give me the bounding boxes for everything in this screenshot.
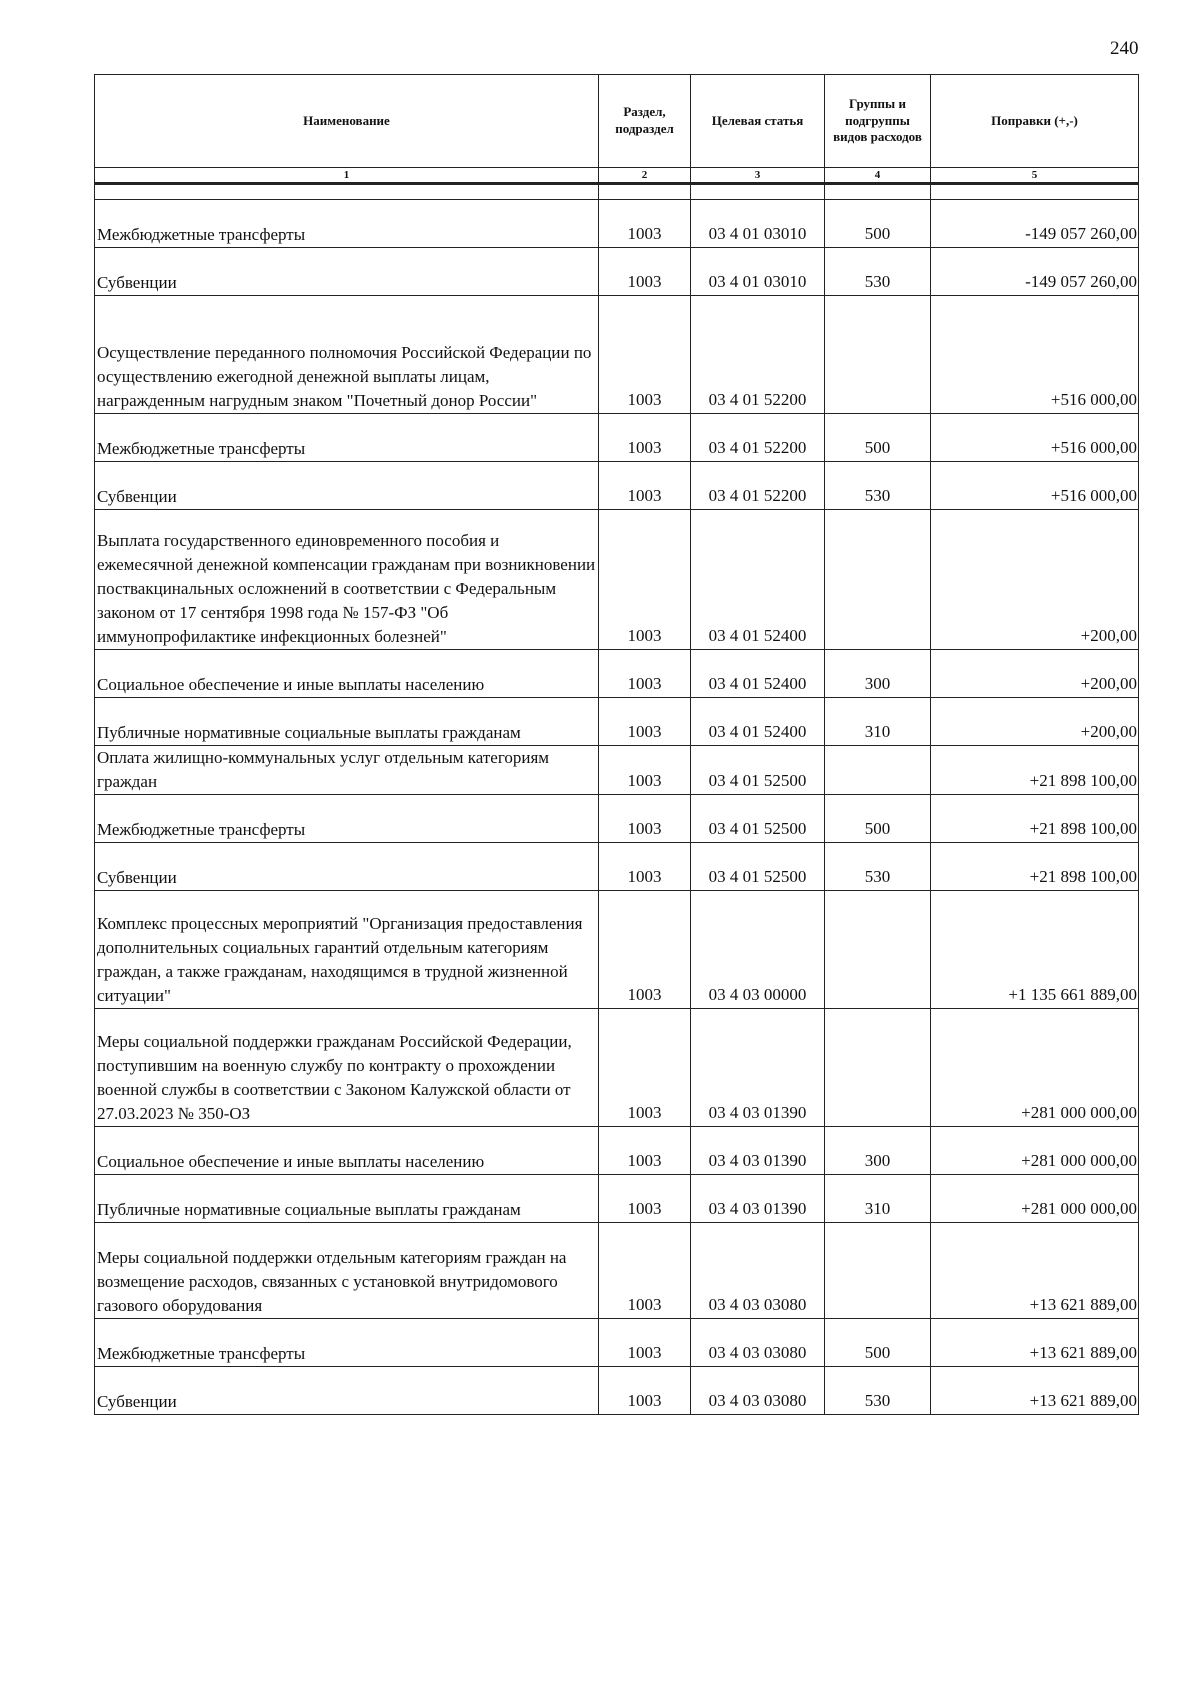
- row-name-cell: Субвенции: [95, 248, 599, 296]
- row-section-cell: 1003: [599, 1319, 691, 1367]
- row-section-cell: 1003: [599, 1367, 691, 1415]
- row-name-cell: Субвенции: [95, 462, 599, 510]
- row-section-cell: 1003: [599, 296, 691, 414]
- row-name-cell: Оплата жилищно-коммунальных услуг отдельным категориям граждан: [95, 746, 599, 795]
- table-row: [95, 1009, 1139, 1127]
- table-row: [95, 698, 1139, 746]
- row-target-cell: 03 4 01 52400: [691, 510, 825, 650]
- row-target-cell: 03 4 03 01390: [691, 1127, 825, 1175]
- row-section-cell: 1003: [599, 1175, 691, 1223]
- page-number: 240: [1110, 38, 1139, 59]
- row-group-cell: [825, 296, 931, 414]
- row-target-cell: 03 4 03 03080: [691, 1319, 825, 1367]
- row-name-cell: Публичные нормативные социальные выплаты гражданам: [95, 1175, 599, 1223]
- row-group-cell: 530: [825, 843, 931, 891]
- row-group-cell: 310: [825, 698, 931, 746]
- table-row: [95, 1367, 1139, 1415]
- row-section-cell: 1003: [599, 891, 691, 1009]
- row-amount-cell: +13 621 889,00: [931, 1367, 1139, 1415]
- row-group-cell: 300: [825, 650, 931, 698]
- row-amount-cell: +516 000,00: [931, 414, 1139, 462]
- row-target-cell: 03 4 01 03010: [691, 248, 825, 296]
- table-row: [95, 510, 1139, 650]
- row-target-cell: 03 4 01 52400: [691, 650, 825, 698]
- row-name-cell: Межбюджетные трансферты: [95, 1319, 599, 1367]
- table-row: [95, 891, 1139, 1009]
- table-row: [95, 414, 1139, 462]
- row-amount-cell: +516 000,00: [931, 296, 1139, 414]
- row-section-cell: 1003: [599, 1127, 691, 1175]
- row-name-cell: Субвенции: [95, 1367, 599, 1415]
- header-section: Раздел, подраздел: [599, 75, 691, 168]
- table-row: [95, 200, 1139, 248]
- row-amount-cell: -149 057 260,00: [931, 248, 1139, 296]
- row-amount-cell: +13 621 889,00: [931, 1319, 1139, 1367]
- row-section-cell: 1003: [599, 414, 691, 462]
- row-section-cell: 1003: [599, 746, 691, 795]
- row-amount-cell: +200,00: [931, 510, 1139, 650]
- table-row: [95, 1175, 1139, 1223]
- row-group-cell: [825, 1223, 931, 1319]
- column-number: 2: [599, 168, 691, 184]
- row-target-cell: 03 4 01 52400: [691, 698, 825, 746]
- row-amount-cell: +21 898 100,00: [931, 843, 1139, 891]
- header-amendments: Поправки (+,-): [931, 75, 1139, 168]
- row-target-cell: 03 4 03 01390: [691, 1009, 825, 1127]
- row-target-cell: 03 4 01 52200: [691, 296, 825, 414]
- row-target-cell: 03 4 03 03080: [691, 1367, 825, 1415]
- column-number: 1: [95, 168, 599, 184]
- row-name-cell: Межбюджетные трансферты: [95, 414, 599, 462]
- row-group-cell: [825, 746, 931, 795]
- row-name-cell: Меры социальной поддержки отдельным категориям граждан на возмещение расходов, связанных с установкой внутридомового газового оборудования: [95, 1223, 599, 1319]
- row-target-cell: 03 4 03 00000: [691, 891, 825, 1009]
- row-name-cell: Субвенции: [95, 843, 599, 891]
- table-header-row: [95, 75, 1139, 168]
- row-amount-cell: +200,00: [931, 650, 1139, 698]
- table-body: [95, 184, 1139, 1415]
- row-section-cell: 1003: [599, 795, 691, 843]
- row-section-cell: 1003: [599, 650, 691, 698]
- column-number: 3: [691, 168, 825, 184]
- row-amount-cell: +13 621 889,00: [931, 1223, 1139, 1319]
- row-name-cell: Меры социальной поддержки гражданам Российской Федерации, поступившим на военную службу по контракту о прохождении военной службы в соответствии с Законом Калужской области от 27.03.2023 № 350-ОЗ: [95, 1009, 599, 1127]
- row-section-cell: 1003: [599, 248, 691, 296]
- header-name: Наименование: [95, 75, 599, 168]
- row-amount-cell: +21 898 100,00: [931, 795, 1139, 843]
- row-amount-cell: +281 000 000,00: [931, 1175, 1139, 1223]
- row-section-cell: 1003: [599, 698, 691, 746]
- row-section-cell: 1003: [599, 843, 691, 891]
- row-group-cell: [825, 510, 931, 650]
- row-section-cell: 1003: [599, 510, 691, 650]
- column-number: 5: [931, 168, 1139, 184]
- table-row: [95, 1223, 1139, 1319]
- row-name-cell: Социальное обеспечение и иные выплаты населению: [95, 1127, 599, 1175]
- header-target: Целевая статья: [691, 75, 825, 168]
- row-section-cell: 1003: [599, 200, 691, 248]
- table-row: [95, 746, 1139, 795]
- row-target-cell: 03 4 01 52200: [691, 462, 825, 510]
- table-row: [95, 1319, 1139, 1367]
- table-row: [95, 650, 1139, 698]
- header-groups: Группы и подгруппы видов расходов: [825, 75, 931, 168]
- row-group-cell: 500: [825, 200, 931, 248]
- row-name-cell: Выплата государственного единовременного пособия и ежемесячной денежной компенсации гражданам при возникновении поствакцинальных осложнений в соответствии с Федеральным законом от 17 сентября 1998 года № 157-ФЗ "Об иммунопрофилактике инфекционных болезней": [95, 510, 599, 650]
- row-group-cell: [825, 891, 931, 1009]
- table-row: [95, 795, 1139, 843]
- table-row: [95, 248, 1139, 296]
- row-amount-cell: -149 057 260,00: [931, 200, 1139, 248]
- row-group-cell: 530: [825, 1367, 931, 1415]
- row-amount-cell: +516 000,00: [931, 462, 1139, 510]
- row-target-cell: 03 4 03 01390: [691, 1175, 825, 1223]
- row-name-cell: Осуществление переданного полномочия Российской Федерации по осуществлению ежегодной денежной выплаты лицам, награжденным нагрудным знаком "Почетный донор России": [95, 296, 599, 414]
- row-section-cell: 1003: [599, 462, 691, 510]
- row-target-cell: 03 4 03 03080: [691, 1223, 825, 1319]
- row-section-cell: 1003: [599, 1009, 691, 1127]
- row-section-cell: 1003: [599, 1223, 691, 1319]
- row-target-cell: 03 4 01 52500: [691, 795, 825, 843]
- row-group-cell: 500: [825, 1319, 931, 1367]
- row-target-cell: 03 4 01 03010: [691, 200, 825, 248]
- row-amount-cell: +281 000 000,00: [931, 1009, 1139, 1127]
- row-group-cell: 310: [825, 1175, 931, 1223]
- column-number-row: [95, 168, 1139, 184]
- row-group-cell: 530: [825, 248, 931, 296]
- row-amount-cell: +200,00: [931, 698, 1139, 746]
- table-row: [95, 843, 1139, 891]
- row-name-cell: Межбюджетные трансферты: [95, 200, 599, 248]
- row-group-cell: 300: [825, 1127, 931, 1175]
- row-name-cell: Комплекс процессных мероприятий "Организация предоставления дополнительных социальных гарантий отдельным категориям граждан, а также гражданам, находящимся в трудной жизненной ситуации": [95, 891, 599, 1009]
- row-amount-cell: +281 000 000,00: [931, 1127, 1139, 1175]
- column-number: 4: [825, 168, 931, 184]
- row-name-cell: Публичные нормативные социальные выплаты гражданам: [95, 698, 599, 746]
- table-row: [95, 462, 1139, 510]
- row-group-cell: 500: [825, 795, 931, 843]
- row-name-cell: Межбюджетные трансферты: [95, 795, 599, 843]
- row-amount-cell: +21 898 100,00: [931, 746, 1139, 795]
- row-target-cell: 03 4 01 52500: [691, 843, 825, 891]
- row-target-cell: 03 4 01 52500: [691, 746, 825, 795]
- spacer-row: [95, 184, 1139, 200]
- row-amount-cell: +1 135 661 889,00: [931, 891, 1139, 1009]
- row-group-cell: 500: [825, 414, 931, 462]
- table-row: [95, 1127, 1139, 1175]
- row-name-cell: Социальное обеспечение и иные выплаты населению: [95, 650, 599, 698]
- row-group-cell: 530: [825, 462, 931, 510]
- row-target-cell: 03 4 01 52200: [691, 414, 825, 462]
- budget-amendments-table: [94, 74, 1139, 1415]
- table-row: [95, 296, 1139, 414]
- row-group-cell: [825, 1009, 931, 1127]
